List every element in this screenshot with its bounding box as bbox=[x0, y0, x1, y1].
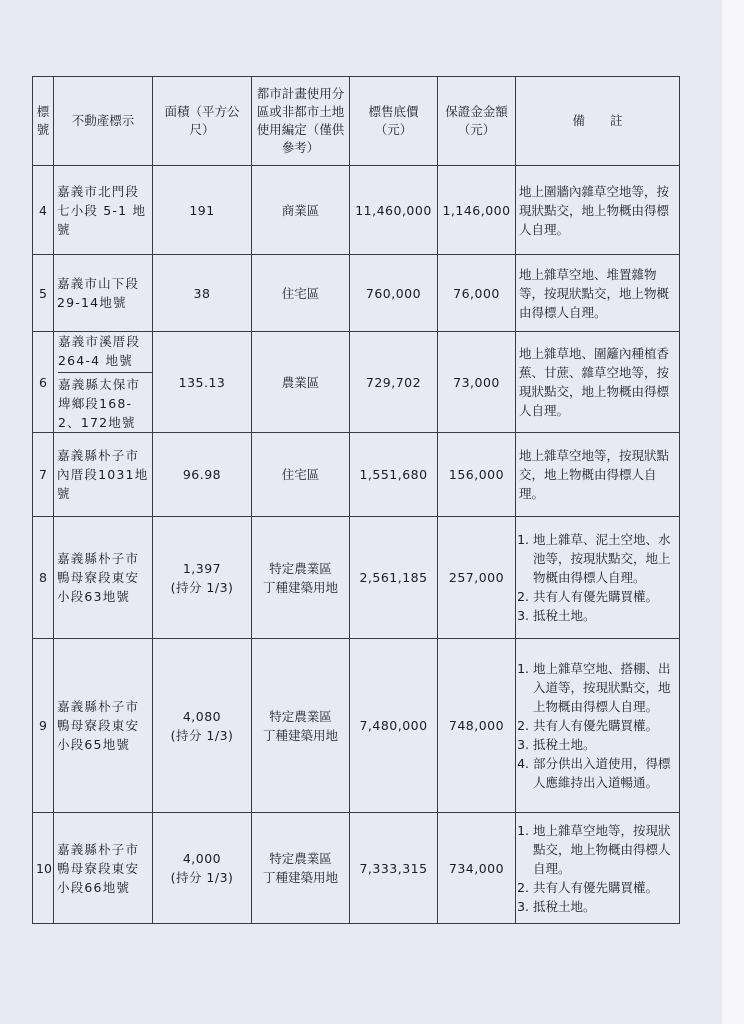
property-location: 嘉義市北門段七小段 5-1 地號 bbox=[54, 166, 153, 255]
remark-item: 1. 地上雜草、泥土空地、水池等，按現狀點交，地上物概由得標人自理。 bbox=[533, 530, 676, 587]
header-area: 面積（平方公尺） bbox=[153, 77, 252, 166]
zoning-value bbox=[252, 517, 350, 639]
table-row bbox=[33, 517, 680, 639]
area-value bbox=[153, 255, 252, 332]
area-number: 135.13 bbox=[178, 374, 226, 390]
deposit-amount: 76,000 bbox=[438, 255, 516, 332]
remarks-cell bbox=[516, 517, 680, 639]
row-number: 7 bbox=[33, 433, 54, 517]
property-location bbox=[54, 332, 153, 433]
property-table bbox=[32, 76, 680, 924]
remark-item: 3. 抵稅土地。 bbox=[533, 735, 676, 754]
reserve-price: 760,000 bbox=[350, 255, 438, 332]
table-row bbox=[33, 813, 680, 924]
location-split bbox=[58, 332, 152, 432]
area-number: 4,000 bbox=[182, 851, 222, 866]
area-value bbox=[153, 517, 252, 639]
deposit-amount: 73,000 bbox=[438, 332, 516, 433]
reserve-price: 1,551,680 bbox=[350, 433, 438, 517]
deposit-amount: 748,000 bbox=[438, 639, 516, 813]
header-no: 標號 bbox=[33, 77, 54, 166]
remarks-cell bbox=[516, 639, 680, 813]
zoning-primary: 商業區 bbox=[281, 202, 320, 218]
zoning-secondary: 丁種建築用地 bbox=[262, 727, 338, 743]
zoning-primary: 特定農業區 bbox=[269, 708, 332, 724]
zoning-primary: 住宅區 bbox=[281, 285, 320, 301]
property-location: 嘉義縣朴子市鴨母寮段東安小段66地號 bbox=[54, 813, 153, 924]
table-header-row bbox=[33, 77, 680, 166]
property-location: 嘉義縣朴子市內厝段1031地號 bbox=[54, 433, 153, 517]
area-share: (持分 1/3) bbox=[170, 579, 234, 595]
area-number: 96.98 bbox=[182, 467, 222, 482]
remark-text: 地上雜草地、圍籬內種植香蕉、甘蔗、雜草空地等，按現狀點交，地上物概由得標人自理。 bbox=[519, 346, 670, 418]
property-location: 嘉義縣朴子市鴨母寮段東安小段63地號 bbox=[54, 517, 153, 639]
row-number: 10 bbox=[33, 813, 54, 924]
header-remarks: 備 註 bbox=[516, 77, 680, 166]
area-value bbox=[153, 639, 252, 813]
deposit-amount: 1,146,000 bbox=[438, 166, 516, 255]
area-value bbox=[153, 332, 252, 433]
zoning-value bbox=[252, 255, 350, 332]
remark-item: 1. 地上雜草空地等，按現狀點交，地上物概由得標人自理。 bbox=[533, 821, 676, 878]
header-deposit: 保證金金額（元） bbox=[438, 77, 516, 166]
area-number: 38 bbox=[193, 285, 211, 301]
reserve-price: 2,561,185 bbox=[350, 517, 438, 639]
remarks-list bbox=[519, 659, 676, 792]
remark-text: 地上圍牆內雜草空地等，按現狀點交，地上物概由得標人自理。 bbox=[519, 183, 670, 237]
property-location: 嘉義縣朴子市鴨母寮段東安小段65地號 bbox=[54, 639, 153, 813]
zoning-value bbox=[252, 433, 350, 517]
zoning-primary: 農業區 bbox=[281, 374, 320, 390]
area-value bbox=[153, 813, 252, 924]
location-part-1: 嘉義市溪厝段264-4 地號 bbox=[58, 332, 152, 373]
zoning-value bbox=[252, 166, 350, 255]
row-number: 8 bbox=[33, 517, 54, 639]
area-value bbox=[153, 166, 252, 255]
remark-text: 地上雜草空地、堆置雜物等，按現狀點交，地上物概由得標人自理。 bbox=[519, 266, 670, 320]
reserve-price: 7,333,315 bbox=[350, 813, 438, 924]
table-row bbox=[33, 255, 680, 332]
row-number: 6 bbox=[33, 332, 54, 433]
remarks-cell bbox=[516, 255, 680, 332]
area-number: 1,397 bbox=[182, 560, 222, 576]
location-part-2: 嘉義縣太保市埤鄉段168-2、172地號 bbox=[58, 377, 141, 430]
zoning-primary: 特定農業區 bbox=[269, 851, 332, 866]
deposit-amount: 257,000 bbox=[438, 517, 516, 639]
remark-item: 2. 共有人有優先購買權。 bbox=[533, 716, 676, 735]
row-number: 4 bbox=[33, 166, 54, 255]
table-row bbox=[33, 433, 680, 517]
row-number: 9 bbox=[33, 639, 54, 813]
table-row bbox=[33, 332, 680, 433]
zoning-value bbox=[252, 813, 350, 924]
remark-item: 3. 抵稅土地。 bbox=[533, 606, 676, 625]
zoning-secondary: 丁種建築用地 bbox=[262, 579, 338, 595]
table-row bbox=[33, 639, 680, 813]
row-number: 5 bbox=[33, 255, 54, 332]
header-zoning: 都市計畫使用分區或非都市土地使用編定（僅供參考） bbox=[252, 77, 350, 166]
zoning-secondary: 丁種建築用地 bbox=[262, 870, 338, 885]
zoning-value bbox=[252, 639, 350, 813]
remarks-cell bbox=[516, 433, 680, 517]
remarks-list bbox=[519, 821, 676, 916]
property-location: 嘉義市山下段29-14地號 bbox=[54, 255, 153, 332]
reserve-price: 11,460,000 bbox=[350, 166, 438, 255]
zoning-primary: 特定農業區 bbox=[269, 560, 332, 576]
deposit-amount: 734,000 bbox=[438, 813, 516, 924]
table-row bbox=[33, 166, 680, 255]
header-property: 不動產標示 bbox=[54, 77, 153, 166]
reserve-price: 729,702 bbox=[350, 332, 438, 433]
remark-item: 3. 抵稅土地。 bbox=[533, 897, 676, 916]
remark-item: 1. 地上雜草空地、搭棚、出入道等，按現狀點交，地上物概由得標人自理。 bbox=[533, 659, 676, 716]
area-value bbox=[153, 433, 252, 517]
area-number: 191 bbox=[189, 202, 215, 218]
remark-item: 2. 共有人有優先購買權。 bbox=[533, 878, 676, 897]
page-edge bbox=[722, 0, 744, 1024]
remark-item: 2. 共有人有優先購買權。 bbox=[533, 587, 676, 606]
header-price: 標售底價（元） bbox=[350, 77, 438, 166]
zoning-primary: 住宅區 bbox=[281, 467, 320, 482]
area-share: (持分 1/3) bbox=[170, 870, 234, 885]
remarks-cell bbox=[516, 813, 680, 924]
zoning-value bbox=[252, 332, 350, 433]
remarks-cell bbox=[516, 332, 680, 433]
remarks-list bbox=[519, 530, 676, 625]
deposit-amount: 156,000 bbox=[438, 433, 516, 517]
area-number: 4,080 bbox=[182, 708, 222, 724]
area-share: (持分 1/3) bbox=[170, 727, 234, 743]
remark-text: 地上雜草空地等，按現狀點交，地上物概由得標人自理。 bbox=[519, 448, 670, 501]
remark-item: 4. 部分供出入道使用，得標人應維持出入道暢通。 bbox=[533, 754, 676, 792]
remarks-cell bbox=[516, 166, 680, 255]
reserve-price: 7,480,000 bbox=[350, 639, 438, 813]
